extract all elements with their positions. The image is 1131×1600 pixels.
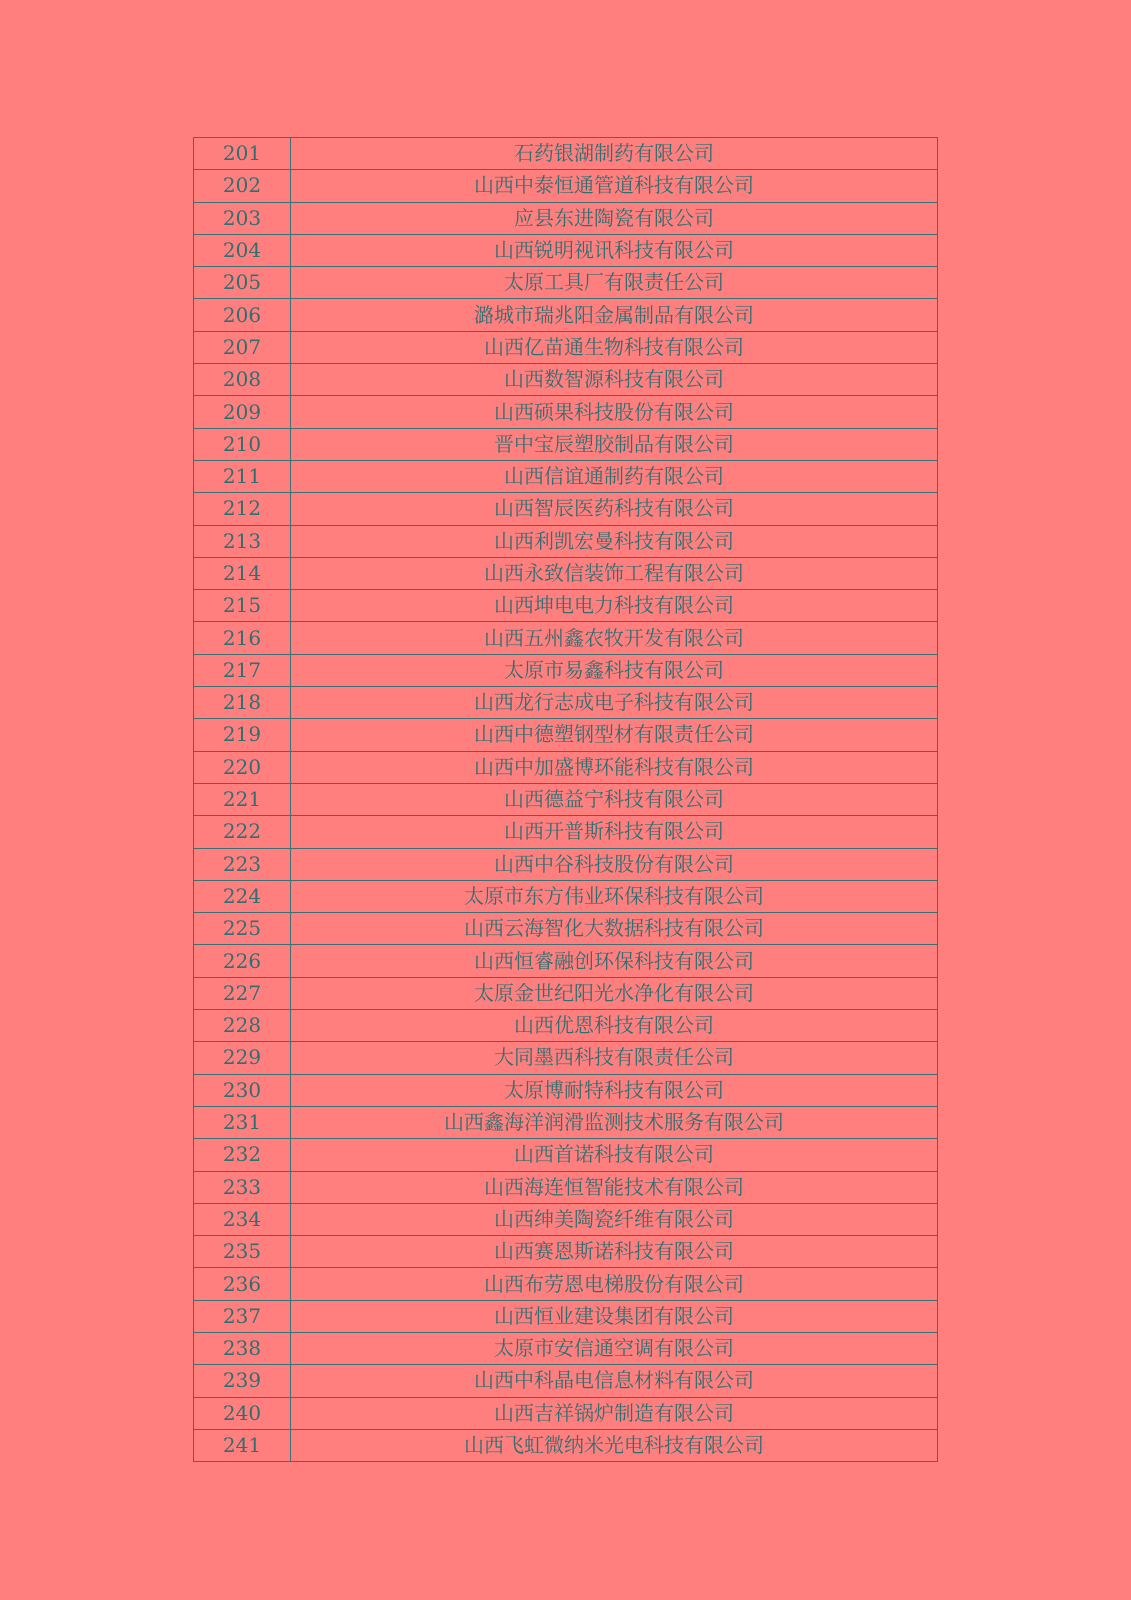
company-name: 太原金世纪阳光水净化有限公司 [291,977,938,1009]
table-row [194,816,938,848]
table-row [194,1139,938,1171]
company-name: 山西硕果科技股份有限公司 [291,396,938,428]
company-list-body [194,138,938,1462]
company-name: 山西中德塑钢型材有限责任公司 [291,719,938,751]
table-row [194,654,938,686]
company-name: 山西利凯宏曼科技有限公司 [291,525,938,557]
table-row [194,1268,938,1300]
table-row [194,1429,938,1461]
row-number: 223 [194,848,291,880]
company-name: 山西智辰医药科技有限公司 [291,493,938,525]
company-name: 晋中宝辰塑胶制品有限公司 [291,428,938,460]
row-number: 230 [194,1074,291,1106]
table-row [194,1365,938,1397]
table-row [194,1106,938,1138]
table-row [194,848,938,880]
row-number: 239 [194,1365,291,1397]
company-name: 山西吉祥锅炉制造有限公司 [291,1397,938,1429]
row-number: 224 [194,880,291,912]
row-number: 229 [194,1042,291,1074]
company-name: 山西中泰恒通管道科技有限公司 [291,170,938,202]
table-row [194,1300,938,1332]
row-number: 236 [194,1268,291,1300]
row-number: 235 [194,1236,291,1268]
row-number: 231 [194,1106,291,1138]
row-number: 211 [194,460,291,492]
table-row [194,1236,938,1268]
row-number: 217 [194,654,291,686]
row-number: 220 [194,751,291,783]
table-row [194,1042,938,1074]
company-name: 山西龙行志成电子科技有限公司 [291,687,938,719]
company-name: 山西五州鑫农牧开发有限公司 [291,622,938,654]
row-number: 204 [194,234,291,266]
company-name: 山西信谊通制药有限公司 [291,460,938,492]
table-row [194,1332,938,1364]
row-number: 238 [194,1332,291,1364]
company-name: 潞城市瑞兆阳金属制品有限公司 [291,299,938,331]
row-number: 219 [194,719,291,751]
row-number: 201 [194,138,291,170]
table-row [194,977,938,1009]
table-row [194,880,938,912]
company-name: 山西绅美陶瓷纤维有限公司 [291,1203,938,1235]
company-name: 山西德益宁科技有限公司 [291,783,938,815]
row-number: 222 [194,816,291,848]
table-row [194,202,938,234]
row-number: 241 [194,1429,291,1461]
table-row [194,590,938,622]
table-row [194,364,938,396]
row-number: 202 [194,170,291,202]
row-number: 206 [194,299,291,331]
table-row [194,234,938,266]
company-name: 山西锐明视讯科技有限公司 [291,234,938,266]
row-number: 218 [194,687,291,719]
company-name: 太原市安信通空调有限公司 [291,1332,938,1364]
table-row [194,622,938,654]
row-number: 208 [194,364,291,396]
row-number: 209 [194,396,291,428]
company-name: 太原市易鑫科技有限公司 [291,654,938,686]
table-row [194,1010,938,1042]
table-row [194,1074,938,1106]
row-number: 237 [194,1300,291,1332]
row-number: 213 [194,525,291,557]
company-name: 山西数智源科技有限公司 [291,364,938,396]
table-row [194,525,938,557]
row-number: 203 [194,202,291,234]
company-name: 山西中科晶电信息材料有限公司 [291,1365,938,1397]
company-name: 石药银湖制药有限公司 [291,138,938,170]
table-row [194,913,938,945]
company-name: 山西优恩科技有限公司 [291,1010,938,1042]
row-number: 225 [194,913,291,945]
table-row [194,170,938,202]
company-name: 山西中加盛博环能科技有限公司 [291,751,938,783]
company-name: 山西永致信装饰工程有限公司 [291,557,938,589]
table-row [194,719,938,751]
row-number: 228 [194,1010,291,1042]
row-number: 207 [194,331,291,363]
table-row [194,428,938,460]
company-name: 山西坤电电力科技有限公司 [291,590,938,622]
table-row [194,1171,938,1203]
row-number: 232 [194,1139,291,1171]
row-number: 216 [194,622,291,654]
row-number: 210 [194,428,291,460]
row-number: 240 [194,1397,291,1429]
row-number: 221 [194,783,291,815]
table-row [194,557,938,589]
row-number: 234 [194,1203,291,1235]
company-name: 山西鑫海洋润滑监测技术服务有限公司 [291,1106,938,1138]
company-name: 太原博耐特科技有限公司 [291,1074,938,1106]
table-row [194,687,938,719]
company-name: 山西布劳恩电梯股份有限公司 [291,1268,938,1300]
row-number: 214 [194,557,291,589]
company-name: 太原市东方伟业环保科技有限公司 [291,880,938,912]
row-number: 226 [194,945,291,977]
company-name: 应县东进陶瓷有限公司 [291,202,938,234]
table-row [194,751,938,783]
table-row [194,783,938,815]
row-number: 227 [194,977,291,1009]
row-number: 233 [194,1171,291,1203]
table-row [194,945,938,977]
company-name: 山西开普斯科技有限公司 [291,816,938,848]
company-name: 大同墨西科技有限责任公司 [291,1042,938,1074]
row-number: 212 [194,493,291,525]
table-row [194,299,938,331]
company-name: 山西海连恒智能技术有限公司 [291,1171,938,1203]
company-name: 山西云海智化大数据科技有限公司 [291,913,938,945]
table-row [194,493,938,525]
company-name: 山西中谷科技股份有限公司 [291,848,938,880]
row-number: 205 [194,267,291,299]
company-name: 山西首诺科技有限公司 [291,1139,938,1171]
company-list-table [193,137,938,1462]
table-row [194,331,938,363]
table-row [194,460,938,492]
company-name: 山西亿苗通生物科技有限公司 [291,331,938,363]
table-row [194,1203,938,1235]
table-row [194,138,938,170]
company-name: 山西飞虹微纳米光电科技有限公司 [291,1429,938,1461]
table-row [194,1397,938,1429]
table-row [194,396,938,428]
table-row [194,267,938,299]
company-name: 山西恒睿融创环保科技有限公司 [291,945,938,977]
company-name: 太原工具厂有限责任公司 [291,267,938,299]
company-name: 山西赛恩斯诺科技有限公司 [291,1236,938,1268]
row-number: 215 [194,590,291,622]
company-name: 山西恒业建设集团有限公司 [291,1300,938,1332]
